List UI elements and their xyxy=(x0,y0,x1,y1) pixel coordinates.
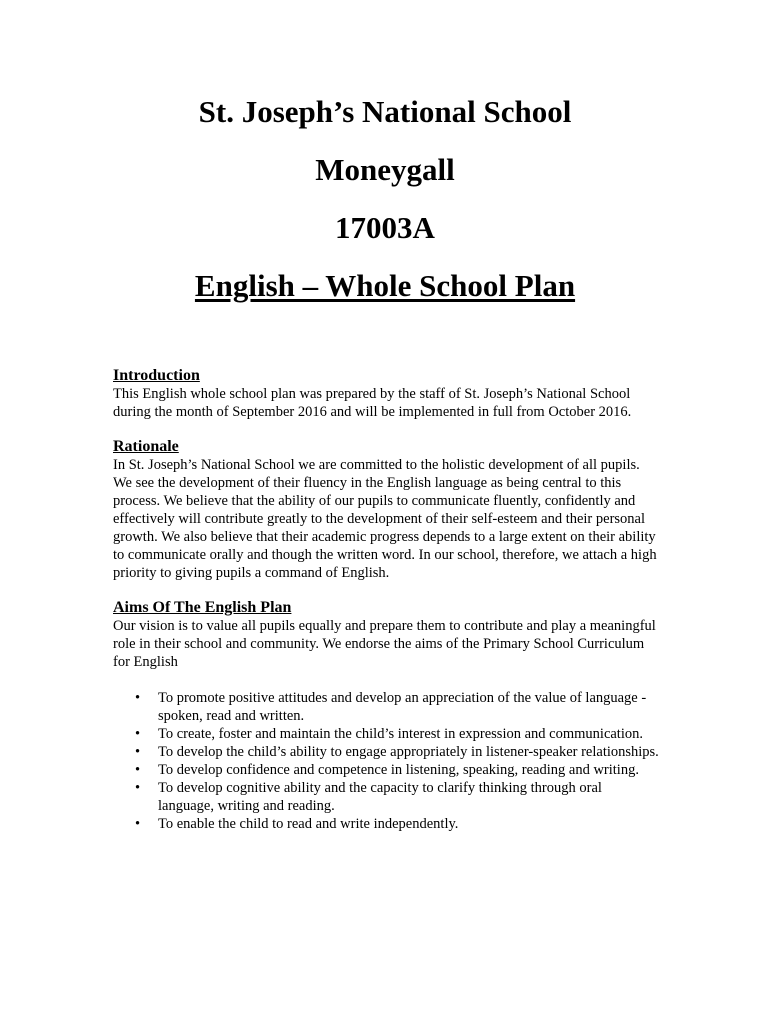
aims-heading: Aims Of The English Plan xyxy=(113,599,292,616)
rationale-section xyxy=(113,437,661,582)
aims-list xyxy=(113,689,661,833)
plan-title: English – Whole School Plan xyxy=(194,268,576,303)
bullet-icon: • xyxy=(135,816,141,832)
aim-text: To create, foster and maintain the child’s interest in expression and communication. xyxy=(158,726,643,742)
list-item xyxy=(113,689,661,725)
list-item xyxy=(113,815,661,833)
location-title: Moneygall xyxy=(315,152,455,187)
aim-text: To develop the child’s ability to engage appropriately in listener-speaker relationships. xyxy=(158,744,659,760)
aim-text: To enable the child to read and write independently. xyxy=(158,816,459,832)
bullet-icon: • xyxy=(135,744,141,760)
aims-section xyxy=(113,598,661,833)
list-item xyxy=(113,779,661,815)
bullet-icon: • xyxy=(135,780,141,796)
list-item xyxy=(113,725,661,743)
bullet-icon: • xyxy=(135,726,141,742)
roll-number-title: 17003A xyxy=(335,210,435,245)
aim-text: To develop cognitive ability and the capacity to clarify thinking through oral language, writing and reading. xyxy=(158,780,602,814)
document-body xyxy=(113,366,661,833)
aims-intro-text: Our vision is to value all pupils equally and prepare them to contribute and play a meaningful role in their school and community. We endorse the aims of the Primary School Curriculum for English xyxy=(113,618,656,670)
aim-text: To develop confidence and competence in listening, speaking, reading and writing. xyxy=(158,762,639,778)
list-item xyxy=(113,743,661,761)
introduction-text: This English whole school plan was prepared by the staff of St. Joseph’s National School during the month of September 2016 and will be implemented in full from October 2016. xyxy=(113,386,632,420)
title-block xyxy=(0,94,770,326)
school-name-title: St. Joseph’s National School xyxy=(198,94,572,129)
list-item xyxy=(113,761,661,779)
bullet-icon: • xyxy=(135,690,141,706)
introduction-heading: Introduction xyxy=(113,367,200,384)
introduction-section xyxy=(113,366,661,421)
aim-text: To promote positive attitudes and develop an appreciation of the value of language - spoken, read and written. xyxy=(158,690,647,724)
rationale-heading: Rationale xyxy=(113,438,179,455)
rationale-text: In St. Joseph’s National School we are committed to the holistic development of all pupils. We see the development of their fluency in the English language as being central to this process. We believe that the ability of our pupils to communicate fluently, confidently and effectively will contribute greatly to the development of their self-esteem and their personal growth. We also believe that their academic progress depends to a large extent on their ability to communicate orally and though the written word. In our school, therefore, we attach a high priority to giving pupils a command of English. xyxy=(113,457,657,581)
bullet-icon: • xyxy=(135,762,141,778)
